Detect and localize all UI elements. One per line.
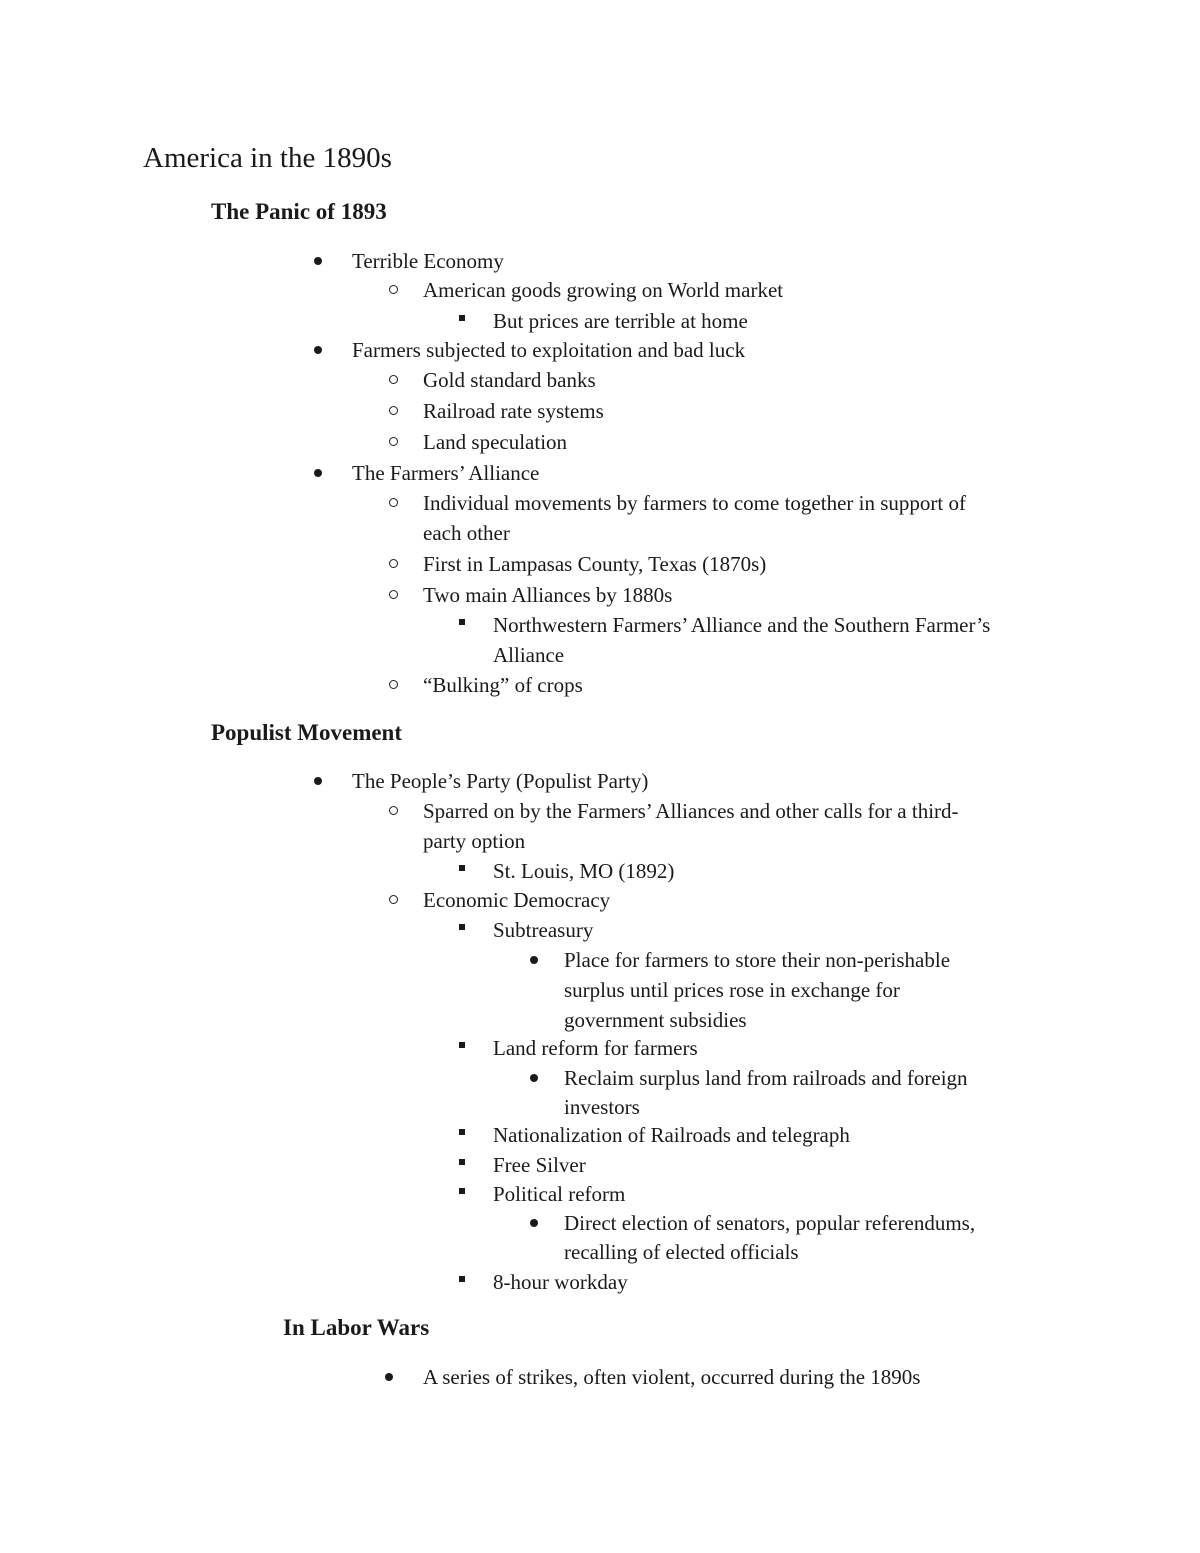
bullet-circle-icon — [389, 796, 398, 826]
bullet-square-icon — [459, 306, 465, 336]
list-item-continuation: party option — [423, 829, 526, 853]
list-item: Free Silver — [493, 1150, 586, 1180]
bullet-dot-icon — [530, 945, 538, 975]
bullet-dot-icon — [385, 1362, 393, 1392]
list-item: “Bulking” of crops — [423, 670, 583, 700]
bullet-circle-icon — [389, 670, 398, 700]
list-item: Direct election of senators, popular referendums, — [564, 1208, 975, 1238]
list-item: Subtreasury — [493, 915, 593, 945]
bullet-circle-icon — [389, 365, 398, 395]
list-item-continuation: surplus until prices rose in exchange for — [564, 978, 900, 1002]
bullet-circle-icon — [389, 427, 398, 457]
bullet-circle-icon — [389, 396, 398, 426]
list-item: Economic Democracy — [423, 885, 610, 915]
list-item-continuation: each other — [423, 521, 510, 545]
list-item: Farmers subjected to exploitation and bad luck — [352, 335, 745, 365]
bullet-dot-icon — [314, 766, 322, 796]
list-item: A series of strikes, often violent, occurred during the 1890s — [423, 1362, 920, 1392]
list-item: Reclaim surplus land from railroads and foreign — [564, 1063, 968, 1093]
bullet-dot-icon — [314, 458, 322, 488]
bullet-square-icon — [459, 610, 465, 640]
bullet-circle-icon — [389, 580, 398, 610]
list-item: Land speculation — [423, 427, 567, 457]
list-item-continuation: Alliance — [493, 643, 565, 667]
list-item: The People’s Party (Populist Party) — [352, 766, 648, 796]
section-heading-panic: The Panic of 1893 — [211, 199, 387, 224]
list-item: St. Louis, MO (1892) — [493, 856, 674, 886]
list-item-continuation: recalling of elected officials — [564, 1240, 799, 1264]
bullet-square-icon — [459, 1120, 465, 1150]
list-item: Two main Alliances by 1880s — [423, 580, 672, 610]
list-item: Political reform — [493, 1179, 625, 1209]
bullet-dot-icon — [530, 1208, 538, 1238]
list-item: Individual movements by farmers to come together in support of — [423, 488, 966, 518]
list-item: American goods growing on World market — [423, 275, 783, 305]
bullet-square-icon — [459, 1150, 465, 1180]
bullet-circle-icon — [389, 488, 398, 518]
list-item-continuation: government subsidies — [564, 1008, 747, 1032]
list-item: Northwestern Farmers’ Alliance and the Southern Farmer’s — [493, 610, 990, 640]
bullet-square-icon — [459, 856, 465, 886]
bullet-square-icon — [459, 1033, 465, 1063]
bullet-dot-icon — [530, 1063, 538, 1093]
section-heading-populist: Populist Movement — [211, 720, 403, 745]
bullet-dot-icon — [314, 246, 322, 276]
bullet-square-icon — [459, 1179, 465, 1209]
list-item: 8-hour workday — [493, 1267, 628, 1297]
list-item: Gold standard banks — [423, 365, 596, 395]
bullet-circle-icon — [389, 885, 398, 915]
document-title: America in the 1890s — [143, 142, 392, 174]
list-item: Railroad rate systems — [423, 396, 604, 426]
list-item: Land reform for farmers — [493, 1033, 698, 1063]
list-item: The Farmers’ Alliance — [352, 458, 539, 488]
list-item: Place for farmers to store their non-perishable — [564, 945, 950, 975]
section-heading-labor: In Labor Wars — [283, 1315, 430, 1340]
bullet-square-icon — [459, 1267, 465, 1297]
list-item: But prices are terrible at home — [493, 306, 748, 336]
list-item: Terrible Economy — [352, 246, 504, 276]
list-item: Nationalization of Railroads and telegraph — [493, 1120, 850, 1150]
bullet-circle-icon — [389, 549, 398, 579]
bullet-dot-icon — [314, 335, 322, 365]
bullet-square-icon — [459, 915, 465, 945]
list-item: First in Lampasas County, Texas (1870s) — [423, 549, 766, 579]
bullet-circle-icon — [389, 275, 398, 305]
list-item-continuation: investors — [564, 1095, 640, 1119]
list-item: Sparred on by the Farmers’ Alliances and other calls for a third- — [423, 796, 959, 826]
